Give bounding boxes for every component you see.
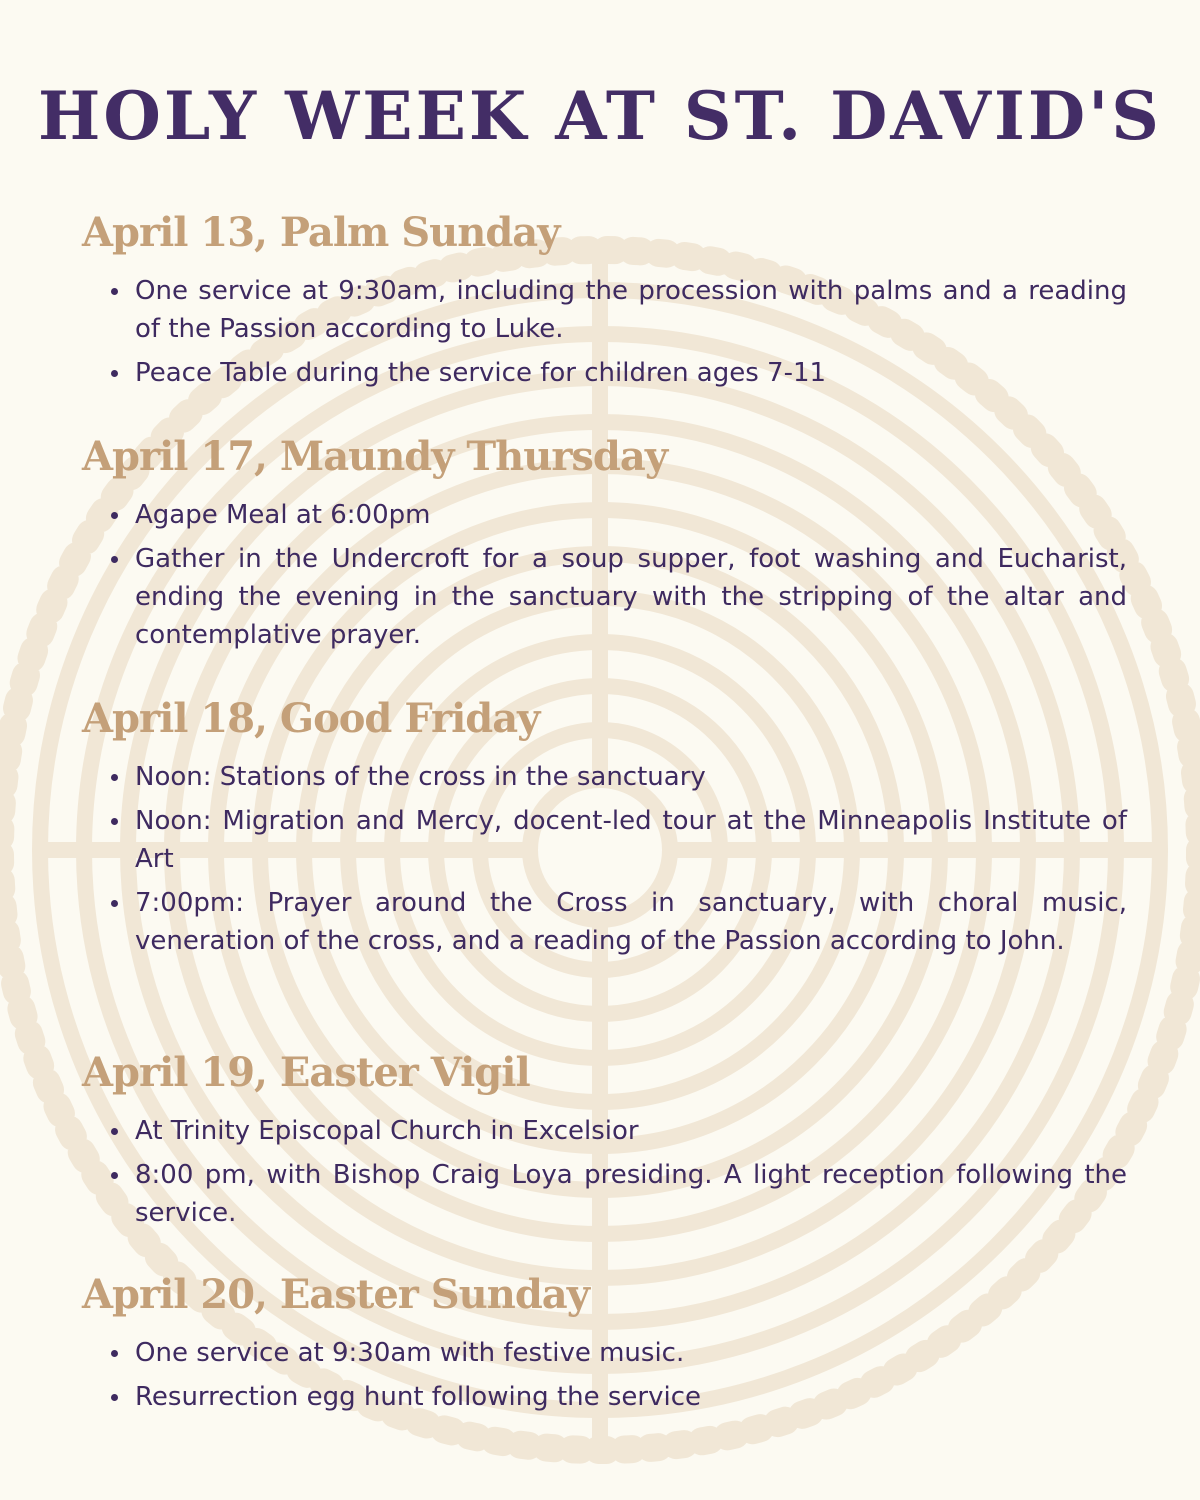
list-item: Gather in the Undercroft for a soup supper, foot washing and Eucharist, ending the evening in the sanctuary with the stripping of the altar and contemplative prayer. — [135, 540, 1127, 654]
list-item: Resurrection egg hunt following the service — [135, 1378, 1127, 1416]
section-heading: April 19, Easter Vigil — [82, 1049, 530, 1096]
list-item: One service at 9:30am with festive music. — [135, 1334, 1127, 1372]
section-heading: April 20, Easter Sunday — [82, 1271, 589, 1318]
section-palm-sunday — [82, 208, 1127, 398]
event-list — [82, 496, 1127, 654]
event-list — [82, 272, 1127, 392]
section-easter-vigil — [82, 1048, 1127, 1238]
list-item: Noon: Migration and Mercy, docent-led tour at the Minneapolis Institute of Art — [135, 802, 1127, 878]
section-maundy-thursday — [82, 432, 1127, 660]
list-item: Noon: Stations of the cross in the sanctuary — [135, 758, 1127, 796]
list-item: At Trinity Episcopal Church in Excelsior — [135, 1112, 1127, 1150]
section-heading: April 13, Palm Sunday — [82, 209, 560, 256]
list-item: Peace Table during the service for children ages 7-11 — [135, 354, 1127, 392]
event-list — [82, 758, 1127, 960]
list-item: Agape Meal at 6:00pm — [135, 496, 1127, 534]
list-item: 7:00pm: Prayer around the Cross in sanctuary, with choral music, veneration of the cross, and a reading of the Passion according to John. — [135, 884, 1127, 960]
section-easter-sunday — [82, 1270, 1127, 1422]
list-item: One service at 9:30am, including the procession with palms and a reading of the Passion according to Luke. — [135, 272, 1127, 348]
event-list — [82, 1334, 1127, 1416]
page-title: HOLY WEEK AT ST. DAVID'S — [38, 77, 1162, 155]
section-heading: April 17, Maundy Thursday — [82, 433, 668, 480]
list-item: 8:00 pm, with Bishop Craig Loya presiding. A light reception following the service. — [135, 1156, 1127, 1232]
event-list — [82, 1112, 1127, 1232]
section-heading: April 18, Good Friday — [82, 695, 540, 742]
section-good-friday — [82, 694, 1127, 966]
